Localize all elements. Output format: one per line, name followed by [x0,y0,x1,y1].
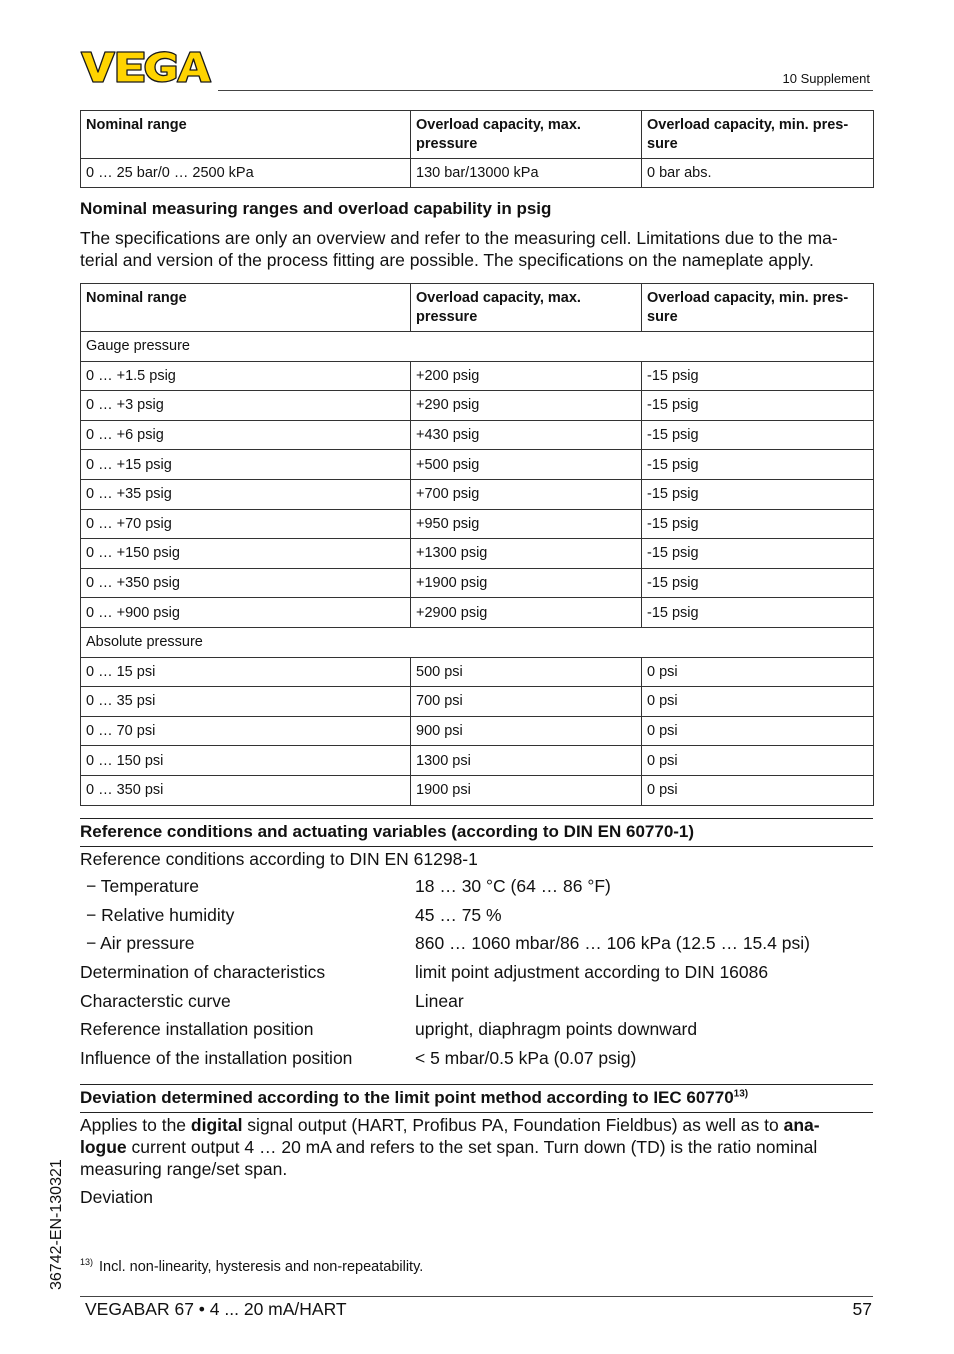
table-cell: -15 psig [642,479,874,509]
table-header-row [81,111,874,159]
footnote-text: Incl. non-linearity, hysteresis and non-repeatability. [99,1258,424,1275]
table-row [81,450,874,480]
spec-key: − Relative humidity [86,905,235,925]
section-heading: Reference conditions and actuating variables (according to DIN EN 60770-1) [80,822,695,841]
vega-logo [80,50,212,84]
table-cell: 0 psi [642,775,874,805]
table-cell: +700 psig [411,479,642,509]
section-heading: Nominal measuring ranges and overload capability in psig [80,199,552,218]
spec-value: 860 … 1060 mbar/86 … 106 kPa (12.5 … 15.4 psi) [415,933,810,953]
document-code: 36742-EN-130321 [48,1159,65,1290]
footnote-mark: 13) [80,1257,94,1267]
table-cell: 0 … +70 psig [81,509,411,539]
table-row [81,420,874,450]
table-cell: +290 psig [411,391,642,421]
table-group-row [81,332,874,362]
table-row [81,716,874,746]
table-cell: +950 psig [411,509,642,539]
table-cell: -15 psig [642,568,874,598]
spec-value: 18 … 30 °C (64 … 86 °F) [415,876,611,896]
column-header: Overload capacity, max. pressure [411,111,642,159]
spec-value: upright, diaphragm points downward [415,1019,698,1039]
column-header: Overload capacity, min. pressure [642,111,874,159]
reference-intro: Reference conditions according to DIN EN 61298-1 [80,849,478,869]
spec-row-humidity [80,905,873,933]
table-cell: 0 … +6 psig [81,420,411,450]
table-cell: 0 … +3 psig [81,391,411,421]
table-cell: 0 psi [642,716,874,746]
deviation-label: Deviation [80,1187,153,1207]
bar-range-table [80,110,874,188]
table-cell: +1900 psig [411,568,642,598]
deviation-paragraph [80,1114,860,1180]
table-cell: -15 psig [642,450,874,480]
column-header: Overload capacity, max. pressure [411,284,642,332]
table-cell: +430 psig [411,420,642,450]
table-row [81,539,874,569]
table-cell: 0 … 150 psi [81,746,411,776]
spec-key: − Temperature [86,876,200,896]
deviation-heading-text: Deviation determined according to the limit point method according to IEC 60770 [80,1088,734,1107]
table-cell: +200 psig [411,361,642,391]
table-row [81,509,874,539]
spec-value: 45 … 75 % [415,905,502,925]
text-run: signal output (HART, Profibus PA, Foundation Fieldbus) as well as to [242,1115,784,1135]
table-cell: +2900 psig [411,598,642,628]
table-cell: 0 … 350 psi [81,775,411,805]
table-cell: 0 psi [642,687,874,717]
table-cell: 0 … +35 psig [81,479,411,509]
header-rule [218,90,873,91]
section-rule [80,1112,873,1113]
table-cell: -15 psig [642,598,874,628]
spec-row-temperature [80,876,873,904]
table-cell: +1300 psig [411,539,642,569]
page-number: 57 [852,1299,872,1319]
spec-row-installation-influence [80,1048,873,1076]
table-row [81,775,874,805]
table-cell: 0 psi [642,746,874,776]
text-run: Applies to the [80,1115,191,1135]
table-row [81,746,874,776]
table-cell: 1300 psi [411,746,642,776]
table-row [81,598,874,628]
column-header: Overload capacity, min. pressure [642,284,874,332]
table-cell: 0 … +1.5 psig [81,361,411,391]
section-label: 10 Supplement [782,71,870,86]
table-row [81,479,874,509]
spec-key: Reference installation position [80,1019,314,1039]
text-run-bold: digital [190,1115,243,1135]
column-header: Nominal range [81,284,411,332]
table-row [81,361,874,391]
spec-row-installation-position [80,1019,873,1047]
text-run: current output 4 … 20 mA and refers to the set span. Turn down (TD) is the ratio nominal measuring range/set span. [80,1137,818,1179]
column-header: Nominal range [81,111,411,159]
footnote-reference: 13) [733,1088,749,1100]
table-cell: 0 … +15 psig [81,450,411,480]
group-label-gauge: Gauge pressure [81,332,874,362]
spec-row-characteristics [80,962,873,990]
table-cell: 0 … 35 psi [81,687,411,717]
footnote [80,1257,423,1275]
table-cell: 130 bar/13000 kPa [411,159,642,188]
table-cell: 0 … 25 bar/0 … 2500 kPa [81,159,411,188]
intro-paragraph: The specifications are only an overview and refer to the measuring cell. Limitations due to the material and version of the process fitting are possible. The specifications on the nameplate apply. [80,228,838,270]
section-rule [80,818,873,819]
section-rule [80,1084,873,1085]
table-cell: -15 psig [642,391,874,421]
table-cell: 700 psi [411,687,642,717]
table-cell: 900 psi [411,716,642,746]
table-cell: -15 psig [642,361,874,391]
spec-row-curve [80,991,873,1019]
spec-value: limit point adjustment according to DIN 16086 [415,962,769,982]
table-cell: 0 … 70 psi [81,716,411,746]
table-cell: -15 psig [642,420,874,450]
section-heading [80,1088,748,1108]
spec-key: Influence of the installation position [80,1048,353,1068]
table-header-row [81,284,874,332]
group-label-absolute: Absolute pressure [81,627,874,657]
spec-key: Determination of characteristics [80,962,326,982]
table-cell: +500 psig [411,450,642,480]
spec-key: Characterstic curve [80,991,231,1011]
table-cell: 0 psi [642,657,874,687]
spec-value: Linear [415,991,464,1011]
table-cell: 0 … +150 psig [81,539,411,569]
table-cell: 0 … +900 psig [81,598,411,628]
table-cell: -15 psig [642,509,874,539]
table-cell: 0 bar abs. [642,159,874,188]
table-cell: 0 … +350 psig [81,568,411,598]
spec-key: − Air pressure [86,933,195,953]
table-group-row [81,627,874,657]
table-row [81,657,874,687]
spec-value: < 5 mbar/0.5 kPa (0.07 psig) [415,1048,637,1068]
footer-product: VEGABAR 67 • 4 ... 20 mA/HART [85,1299,347,1319]
table-row [81,687,874,717]
table-cell: -15 psig [642,539,874,569]
table-cell: 500 psi [411,657,642,687]
footer-rule [80,1296,873,1297]
table-cell: 1900 psi [411,775,642,805]
section-rule [80,846,873,847]
text-run-bold: analogue [80,1115,820,1157]
table-row [81,391,874,421]
psig-range-table [80,283,874,806]
table-row [81,568,874,598]
table-cell: 0 … 15 psi [81,657,411,687]
table-row [81,159,874,188]
spec-row-air-pressure [80,933,873,961]
